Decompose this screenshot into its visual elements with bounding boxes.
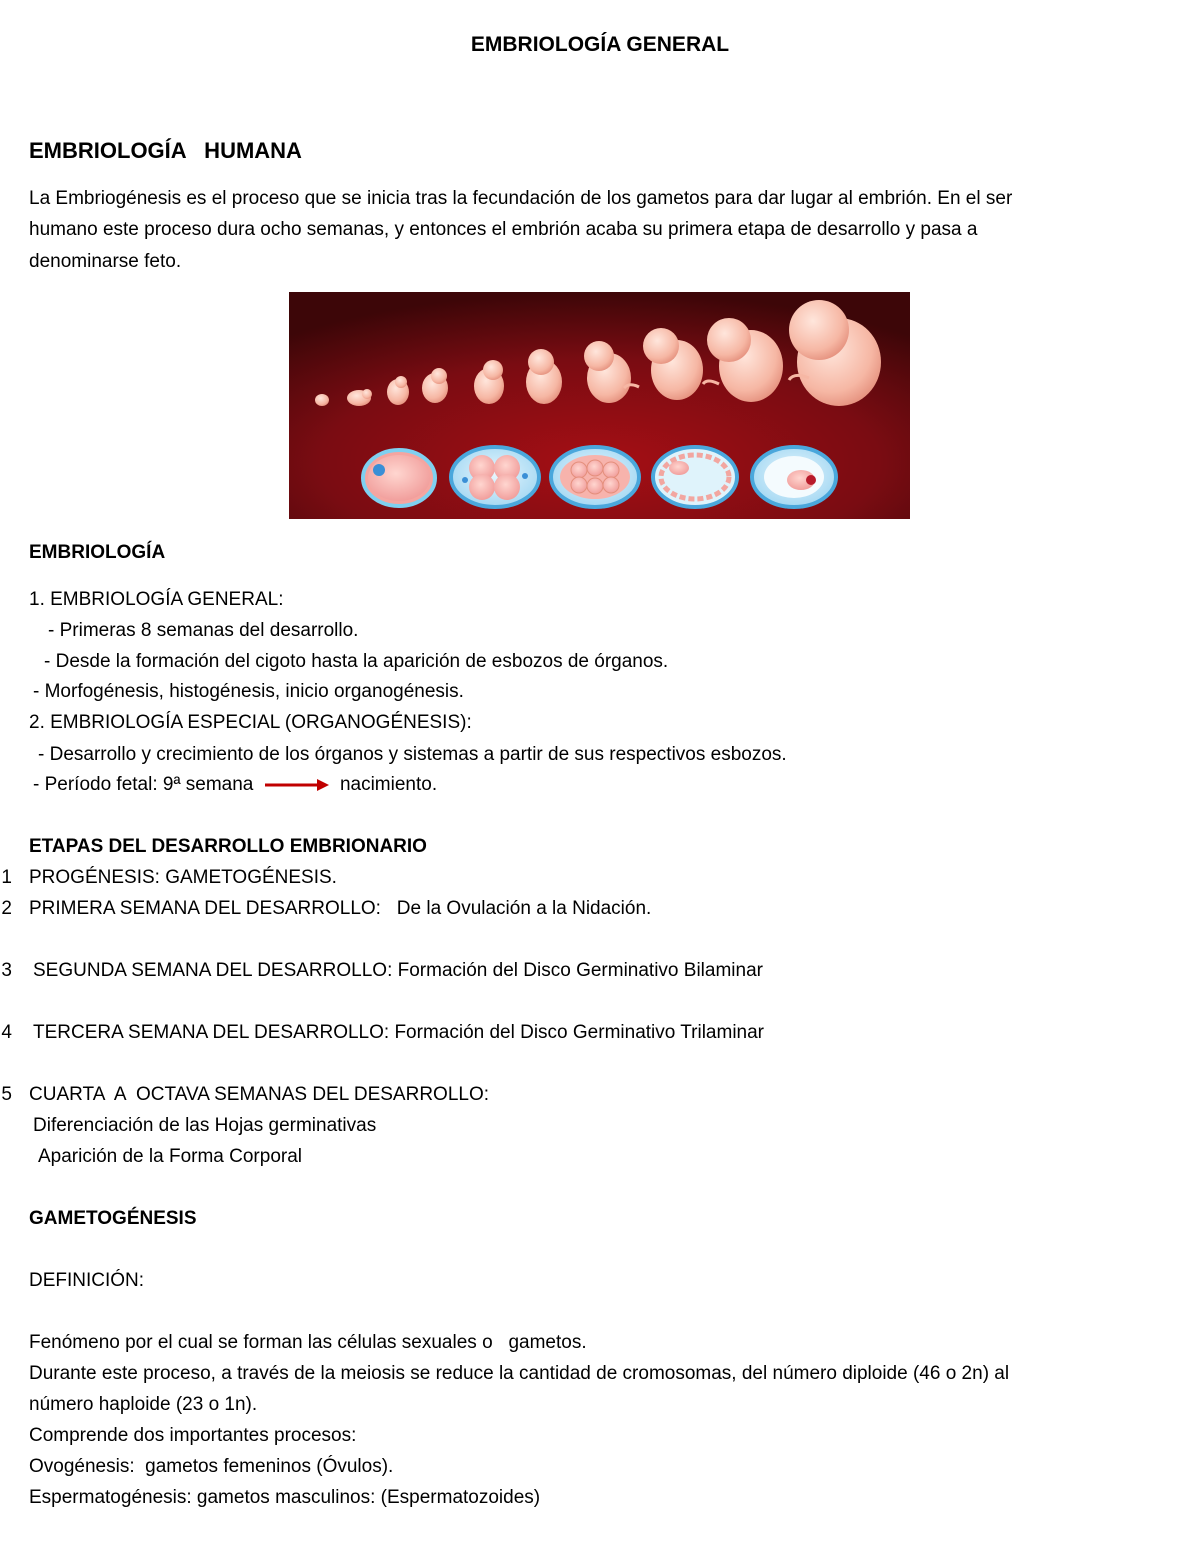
gametogenesis-line-1: Fenómeno por el cual se forman las células sexuales o gametos. [29, 1332, 587, 1353]
fetal-period-suffix: nacimiento. [339, 774, 438, 795]
paragraph-line-3: denominarse feto. [29, 251, 182, 272]
section-heading-gametogenesis: GAMETOGÉNESIS [29, 1208, 197, 1229]
gametogenesis-line-5: Ovogénesis: gametos femeninos (Óvulos). [29, 1456, 394, 1477]
outline-line-5: 2. EMBRIOLOGÍA ESPECIAL (ORGANOGÉNESIS): [29, 712, 472, 733]
stage-text: CUARTA A OCTAVA SEMANAS DEL DESARROLLO: [29, 1084, 490, 1105]
blastocyst-stage [653, 447, 737, 507]
stage-text: PROGÉNESIS: GAMETOGÉNESIS. [29, 867, 337, 888]
stage-number: 1 [1, 867, 12, 888]
outline-line-6: - Desarrollo y crecimiento de los órganos y sistemas a partir de sus respectivos esbozos. [38, 744, 787, 765]
stage-number: 4 [1, 1022, 12, 1043]
stage-number: 5 [1, 1084, 12, 1105]
stage-number: 2 [1, 898, 12, 919]
embryo-stage-1 [315, 394, 329, 406]
outline-line-4: - Morfogénesis, histogénesis, inicio organogénesis. [33, 681, 464, 702]
stage-number: 3 [1, 960, 12, 981]
implanted-embryo-stage [752, 447, 836, 507]
outline-line-3: - Desde la formación del cigoto hasta la aparición de esbozos de órganos. [44, 651, 669, 672]
embryo-development-figure [289, 292, 910, 519]
gametogenesis-line-4: Comprende dos importantes procesos: [29, 1425, 357, 1446]
gametogenesis-line-2: Durante este proceso, a través de la meiosis se reduce la cantidad de cromosomas, del número diploide (46 o 2n) al [29, 1363, 1010, 1384]
stage-text: TERCERA SEMANA DEL DESARROLLO: Formación del Disco Germinativo Trilaminar [33, 1022, 765, 1043]
zygote-stage [363, 450, 435, 506]
stage-text: SEGUNDA SEMANA DEL DESARROLLO: Formación del Disco Germinativo Bilaminar [33, 960, 763, 981]
definition-label: DEFINICIÓN: [29, 1270, 145, 1291]
paragraph-line-2: humano este proceso dura ocho semanas, y entonces el embrión acaba su primera etapa de desarrollo y pasa a [29, 219, 978, 240]
stage-sub-line-1: Diferenciación de las Hojas germinativas [33, 1115, 377, 1136]
stage-text: PRIMERA SEMANA DEL DESARROLLO: De la Ovulación a la Nidación. [29, 898, 652, 919]
fetal-period-prefix: - Período fetal: 9ª semana [33, 774, 254, 795]
section-heading-embriologia: EMBRIOLOGÍA [29, 542, 166, 563]
gametogenesis-line-3: número haploide (23 o 1n). [29, 1394, 258, 1415]
right-arrow-icon [265, 778, 331, 792]
cleavage-stage [451, 447, 539, 507]
section-heading-etapas: ETAPAS DEL DESARROLLO EMBRIONARIO [29, 836, 427, 857]
document-title: EMBRIOLOGÍA GENERAL [470, 33, 730, 56]
paragraph-line-1: La Embriogénesis es el proceso que se inicia tras la fecundación de los gametos para dar lugar al embrión. En el ser [29, 188, 1013, 209]
gametogenesis-line-6: Espermatogénesis: gametos masculinos: (Espermatozoides) [29, 1487, 541, 1508]
fetal-period-line [33, 775, 437, 794]
stage-sub-line-2: Aparición de la Forma Corporal [38, 1146, 303, 1167]
section-heading-embriologia-humana: EMBRIOLOGÍA HUMANA [29, 138, 302, 163]
outline-line-2: - Primeras 8 semanas del desarrollo. [48, 620, 359, 641]
outline-line-1: 1. EMBRIOLOGÍA GENERAL: [29, 589, 284, 610]
morula-stage [551, 447, 639, 507]
